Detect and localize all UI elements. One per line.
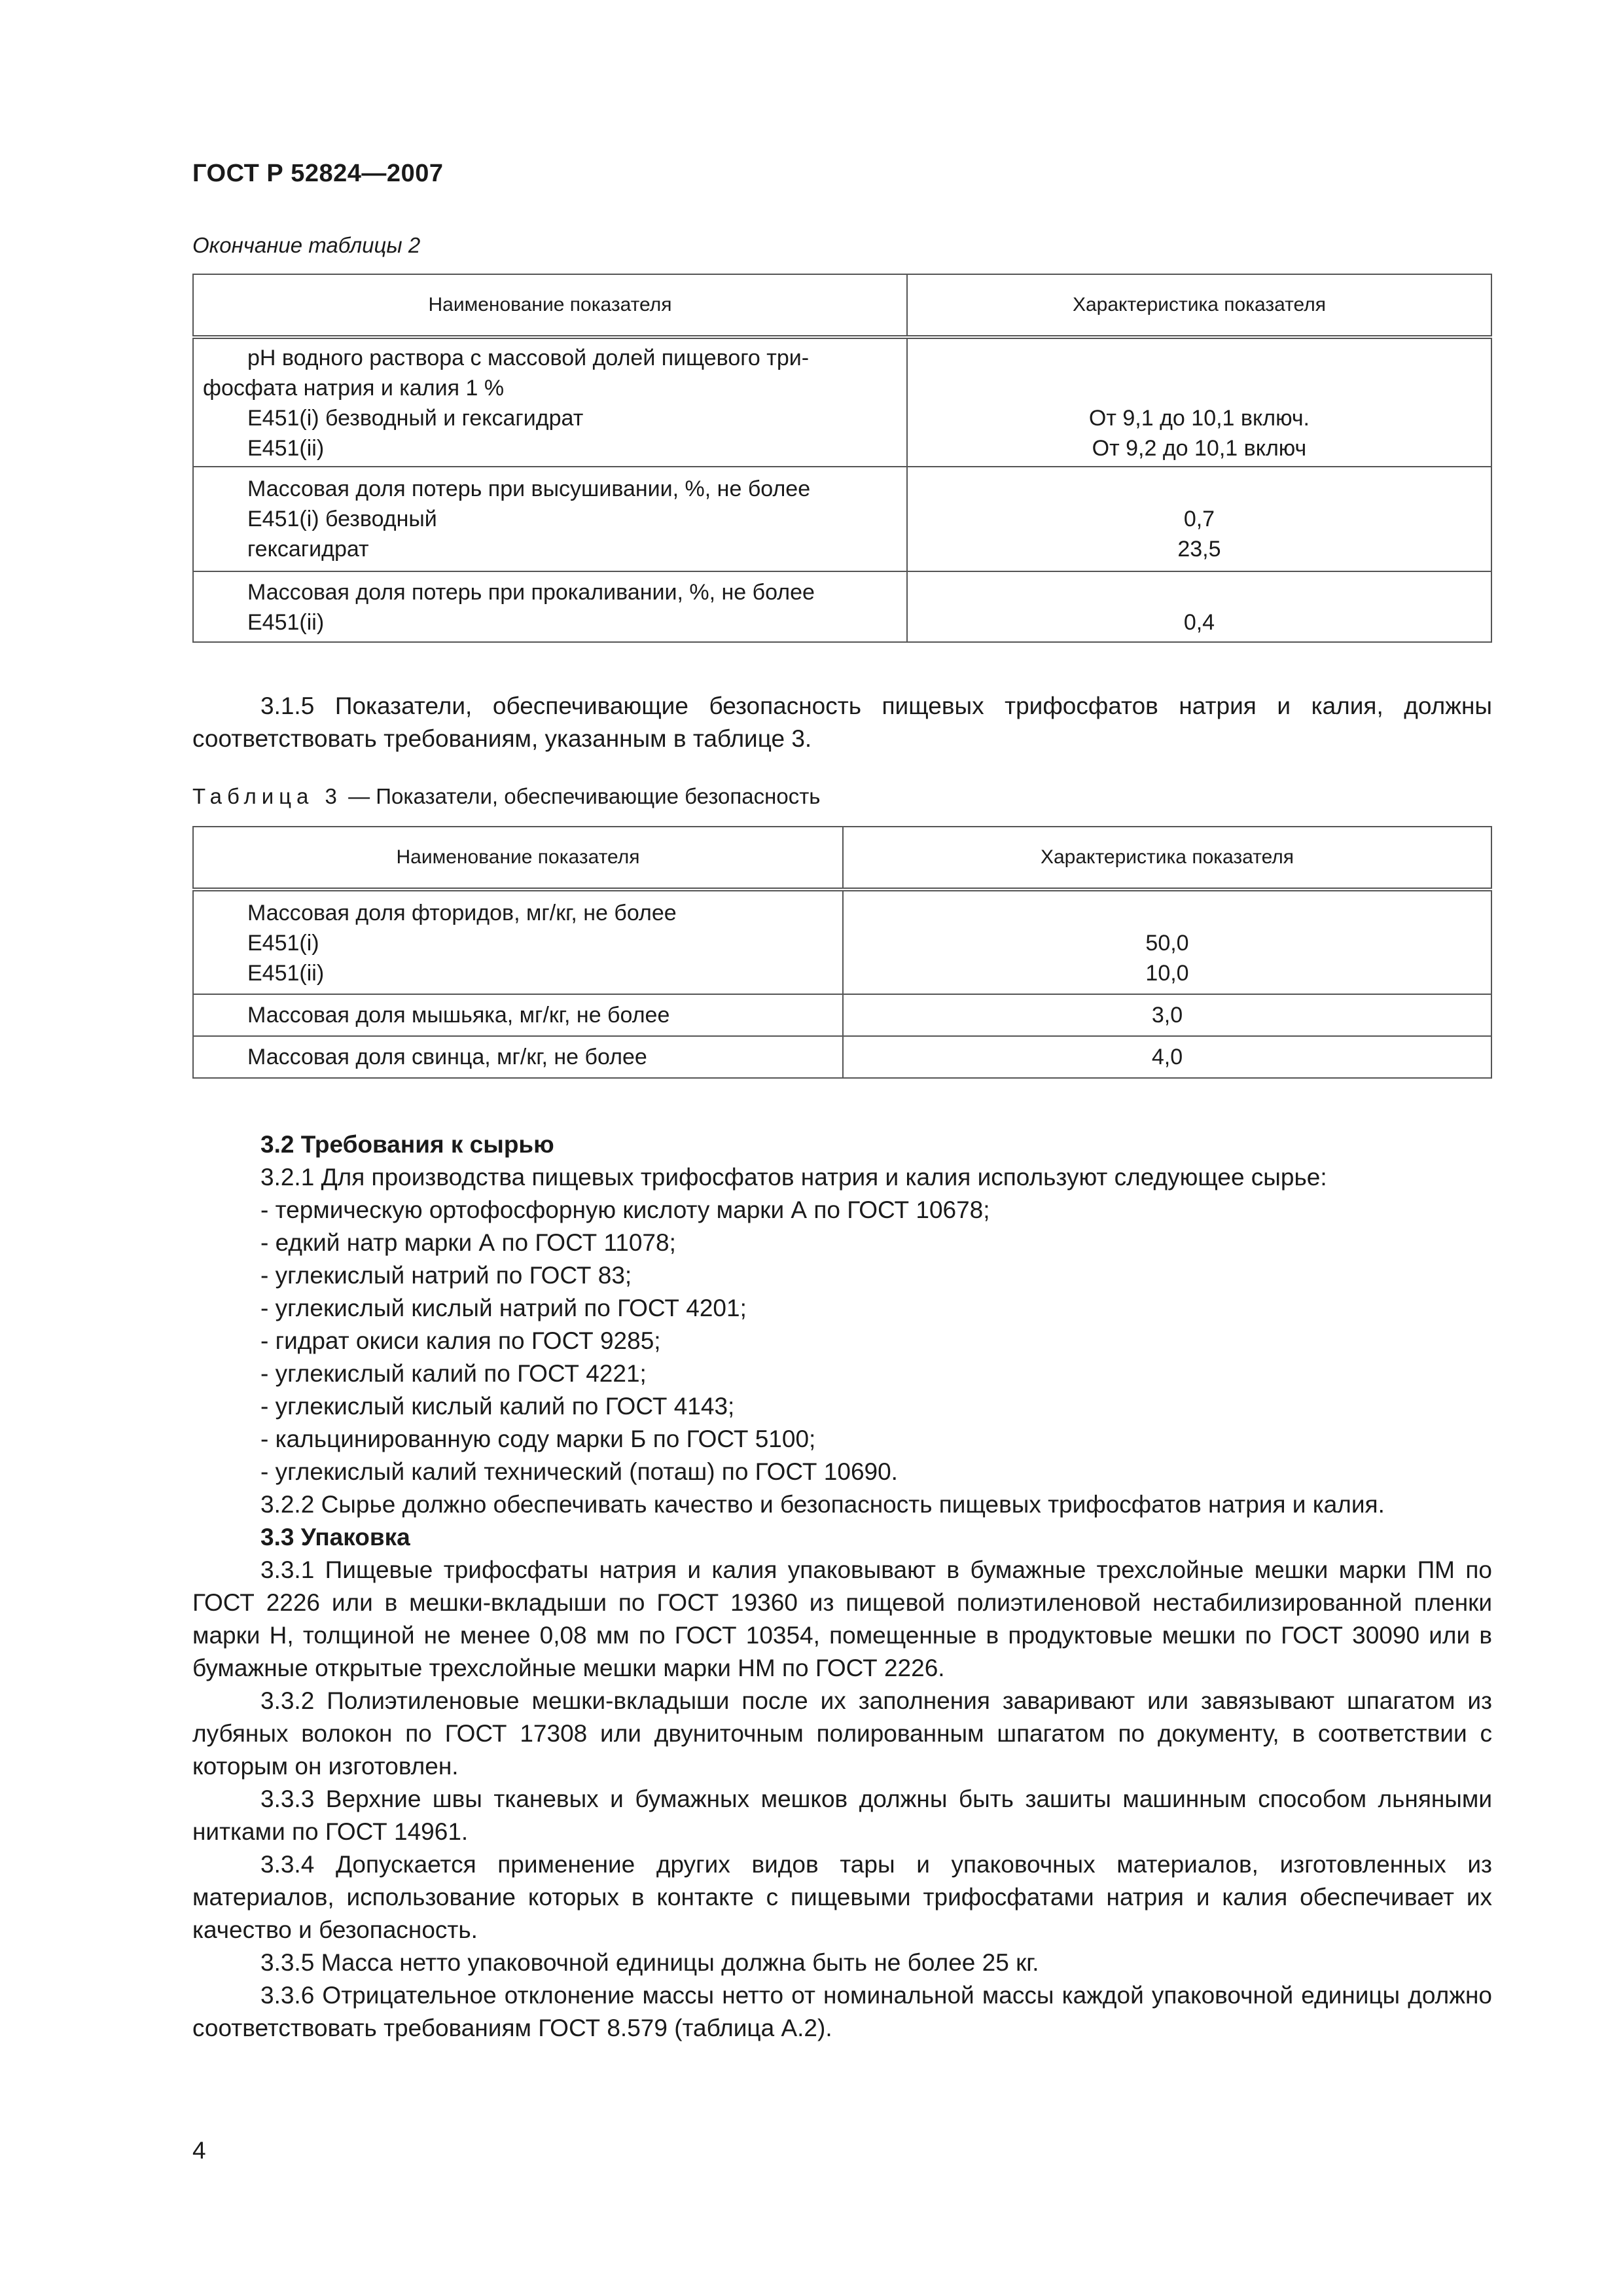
paragraph-3-3-3: 3.3.3 Верхние швы тканевых и бумажных мешков должны быть зашиты машинным способом льняными нитками по ГОСТ 14961. bbox=[192, 1785, 1492, 1845]
table2-row3-line1: Массовая доля потерь при прокаливании, %, не более bbox=[247, 580, 815, 605]
raw-material-item: - углекислый натрий по ГОСТ 83; bbox=[260, 1262, 632, 1289]
table2-row2-line1: Массовая доля потерь при высушивании, %, не более bbox=[247, 476, 811, 501]
table3-caption-label: Таблица 3 bbox=[192, 784, 342, 808]
table3-row1-value3: 10,0 bbox=[1145, 961, 1189, 986]
paragraph-3-3-5: 3.3.5 Масса нетто упаковочной единицы должна быть не более 25 кг. bbox=[260, 1949, 1039, 1976]
table2-row1-value3: От 9,1 до 10,1 включ. bbox=[1088, 406, 1310, 431]
table2-row1-value4: От 9,2 до 10,1 включ bbox=[1092, 436, 1307, 461]
table3-header-value: Характеристика показателя bbox=[843, 827, 1491, 889]
table2-row3-line2: Е451(ii) bbox=[247, 610, 325, 635]
table2-header-value: Характеристика показателя bbox=[907, 274, 1491, 337]
raw-material-item: - углекислый калий по ГОСТ 4221; bbox=[260, 1360, 647, 1387]
table2-row3-value2: 0,4 bbox=[1183, 610, 1215, 635]
section-3-3-title: 3.3 Упаковка bbox=[260, 1524, 410, 1551]
paragraph-3-2-1: 3.2.1 Для производства пищевых трифосфатов натрия и калия используют следующее сырье: bbox=[260, 1164, 1327, 1191]
table2-row2-value1 bbox=[908, 474, 1491, 504]
table2-row1-value1 bbox=[908, 343, 1491, 373]
table2-row1-line3: Е451(i) безводный и гексагидрат bbox=[247, 406, 584, 431]
raw-material-item: - кальцинированную соду марки Б по ГОСТ 5100; bbox=[260, 1426, 816, 1452]
paragraph-3-3-1: 3.3.1 Пищевые трифосфаты натрия и калия упаковывают в бумажные трехслойные мешки марки ПМ по ГОСТ 2226 или в мешки-вкладыши по ГОСТ 19360 из пищевой полиэтиленовой нестабилизированной пленки марки Н, толщиной не менее 0,08 мм по ГОСТ 10354, помещенные в продуктовые мешки по ГОСТ 30090 или в бумажные открытые трехслойные мешки марки НМ по ГОСТ 2226. bbox=[192, 1556, 1492, 1681]
table2-row2-value2: 0,7 bbox=[1183, 507, 1215, 531]
document-header: ГОСТ Р 52824—2007 bbox=[192, 160, 444, 187]
table2-row3-value1 bbox=[908, 577, 1491, 607]
table3-caption-text: — Показатели, обеспечивающие безопасность bbox=[342, 784, 821, 808]
table3-row1-value2: 50,0 bbox=[1145, 931, 1189, 956]
table3-row3-line1: Массовая доля свинца, мг/кг, не более bbox=[247, 1045, 647, 1069]
table3-caption bbox=[192, 784, 821, 809]
paragraph-3-2-2: 3.2.2 Сырье должно обеспечивать качество и безопасность пищевых трифосфатов натрия и калия. bbox=[260, 1491, 1385, 1518]
table2-row1-line4: Е451(ii) bbox=[247, 436, 325, 461]
page-number: 4 bbox=[192, 2137, 206, 2164]
paragraph-3-3-6: 3.3.6 Отрицательное отклонение массы нетто от номинальной массы каждой упаковочной единицы должно соответствовать требованиям ГОСТ 8.579 (таблица А.2). bbox=[192, 1982, 1492, 2041]
table2-row1-line1: рН водного раствора с массовой долей пищевого три- bbox=[247, 346, 810, 370]
table2-header-name: Наименование показателя bbox=[193, 274, 907, 337]
table3-row1-line2: Е451(i) bbox=[247, 931, 319, 956]
table3-row2-line1: Массовая доля мышьяка, мг/кг, не более bbox=[247, 1003, 670, 1028]
raw-material-item: - едкий натр марки А по ГОСТ 11078; bbox=[260, 1229, 676, 1256]
table-3 bbox=[192, 826, 1492, 1079]
table-2 bbox=[192, 274, 1492, 643]
paragraph-3-3-4: 3.3.4 Допускается применение других видов тары и упаковочных материалов, изготовленных из материалов, использование которых в контакте с пищевыми трифосфатами натрия и калия обеспечивает их качество и безопасность. bbox=[192, 1851, 1492, 1943]
raw-material-item: - гидрат окиси калия по ГОСТ 9285; bbox=[260, 1327, 661, 1354]
table2-row2-value3: 23,5 bbox=[1177, 537, 1221, 562]
table3-row1-line1: Массовая доля фторидов, мг/кг, не более bbox=[247, 901, 677, 925]
table2-row2-line3: гексагидрат bbox=[247, 537, 369, 562]
paragraph-3-1-5: 3.1.5 Показатели, обеспечивающие безопасность пищевых трифосфатов натрия и калия, должны соответствовать требованиям, указанным в таблице 3. bbox=[192, 692, 1492, 752]
table3-header-name: Наименование показателя bbox=[193, 827, 843, 889]
paragraph-3-3-2: 3.3.2 Полиэтиленовые мешки-вкладыши после их заполнения заваривают или завязывают шпагатом из лубяных волокон по ГОСТ 17308 или двуниточным полированным шпагатом по документу, в соответствии с которым он изготовлен. bbox=[192, 1687, 1492, 1780]
table2-row1-line2: фосфата натрия и калия 1 % bbox=[203, 376, 505, 401]
table2-row2-line2: Е451(i) безводный bbox=[247, 507, 437, 531]
table3-row3-value1: 4,0 bbox=[1151, 1045, 1183, 1069]
raw-material-item: - углекислый кислый калий по ГОСТ 4143; bbox=[260, 1393, 735, 1420]
raw-material-item: - углекислый кислый натрий по ГОСТ 4201; bbox=[260, 1295, 747, 1321]
table2-caption: Окончание таблицы 2 bbox=[192, 233, 421, 257]
table3-row1-value1 bbox=[844, 898, 1491, 928]
table2-row1-value2 bbox=[908, 373, 1491, 403]
section-3-2-title: 3.2 Требования к сырью bbox=[260, 1131, 554, 1158]
table3-row2-value1: 3,0 bbox=[1151, 1003, 1183, 1028]
raw-material-item: - углекислый калий технический (поташ) по ГОСТ 10690. bbox=[260, 1458, 898, 1485]
raw-material-item: - термическую ортофосфорную кислоту марки А по ГОСТ 10678; bbox=[260, 1196, 990, 1223]
table3-row1-line3: Е451(ii) bbox=[247, 961, 325, 986]
